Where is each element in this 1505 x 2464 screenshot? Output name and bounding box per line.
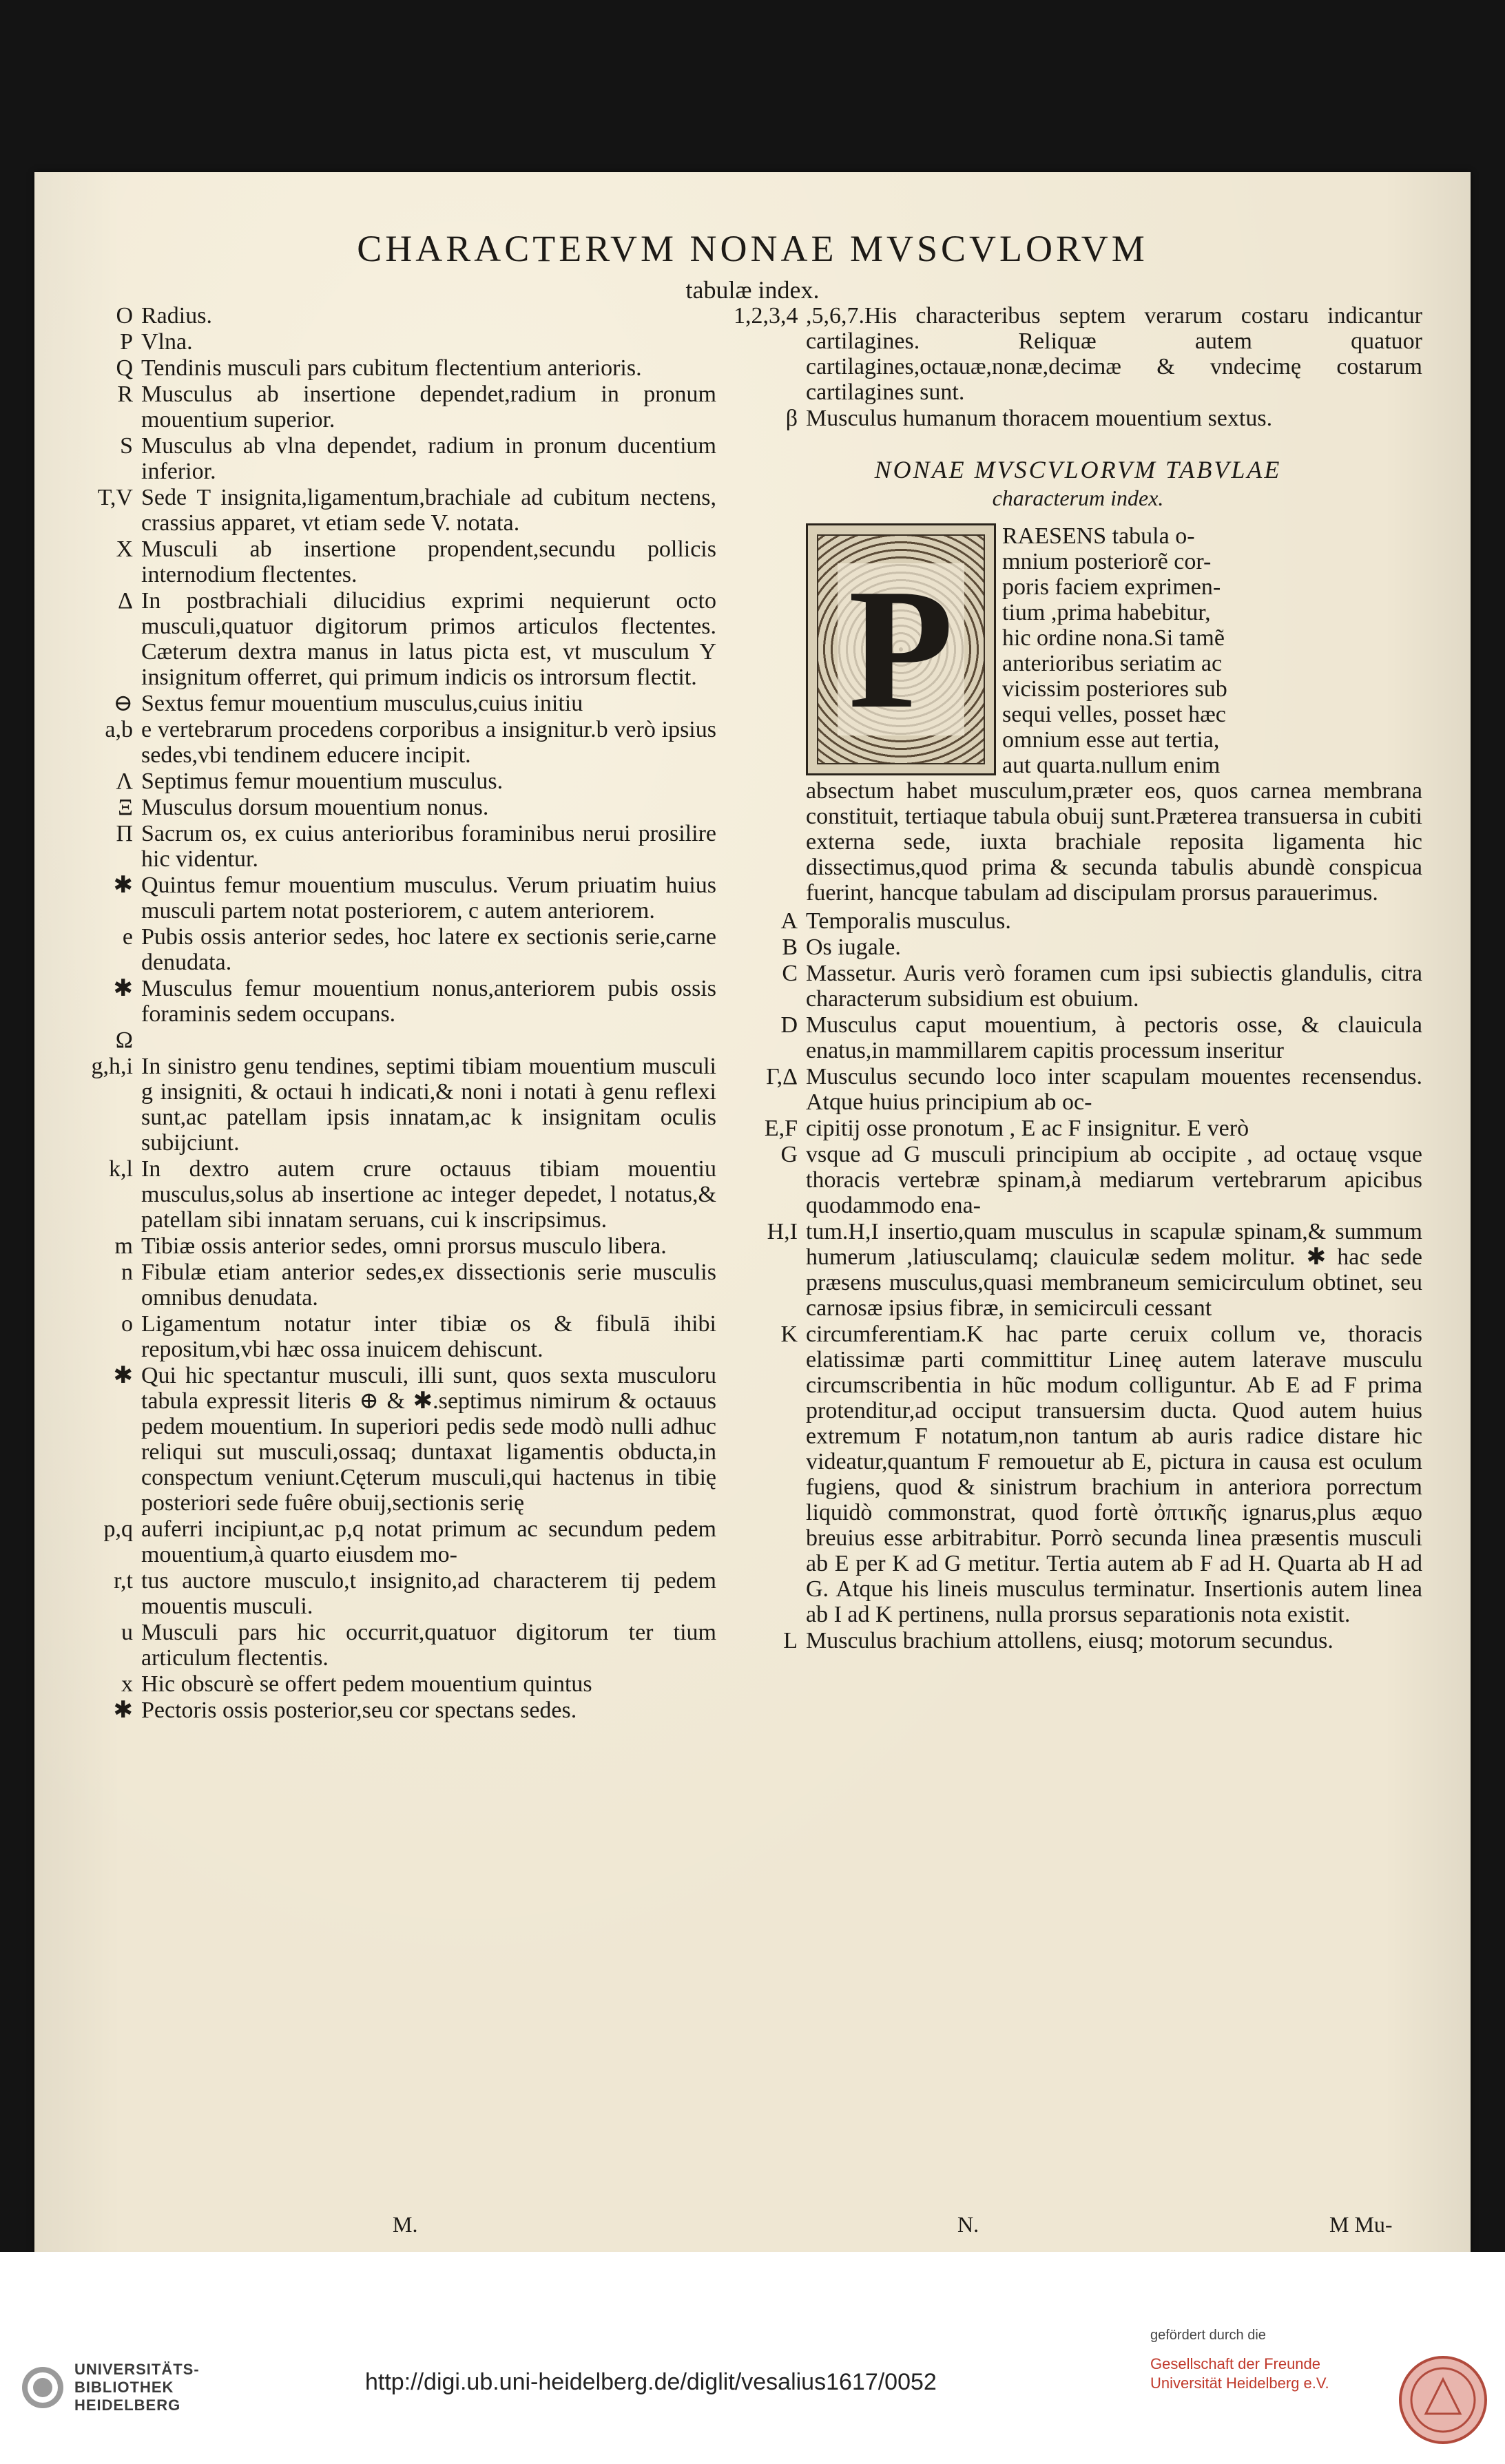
index-entry [76,1260,716,1311]
index-entry [76,1516,716,1567]
entry-text: Septimus femur mouentium musculus. [141,769,504,794]
entry-text: Tibiæ ossis anterior sedes, omni prorsus musculo libera. [141,1233,667,1259]
signature-mark-left: M. [393,2212,418,2237]
entry-text: circumferentiam.K hac parte ceruix collum ve, thoracis elatissimæ parti committitur Lineę autem laterave musculu circumscribentia in hũc modum colliguntur. Ab E ad F prima protenditur,ad occiput transuersim ducta. Quod autem huius extremum F notatum,non tantum ab auris radice distare hic videatur,quantum F remouetur ab E, pictura in causa est oculum fugiens, quod & sinistrum brachium in anteriora porrectum liquidò commonstrat, quod fortè ὀπτικῆς ignarus,plus æquo breuius esse arbitrabitur. Porrò secunda linea præsentis musculi ab E per K ad G metitur. Tertia autem ab F ad H. Quarta ab H ad G. Atque his lineis musculus terminatur. Insertionis autem linea ab I ad K pertinens, nulla prorsus separationis nota existit. [806,1322,1422,1627]
sponsor-name-line-2: Universität Heidelberg e.V. [1150,2374,1329,2392]
library-logo[interactable] [21,2361,200,2414]
signature-mark-center: N. [957,2212,979,2237]
entry-label: r,t [114,1568,133,1594]
entry-label: E,F [764,1116,798,1141]
section-title: NONAE MVSCVLORVM TABVLAE [874,456,1282,483]
entry-text: Musculi pars hic occurrit,quatuor digitorum ter tium articulum flectentis. [141,1620,716,1671]
index-entry [734,908,1422,934]
viewer-footer [0,2252,1505,2464]
index-entry [76,355,716,381]
entry-label: K [780,1322,798,1347]
index-entry [76,769,716,794]
index-entry [734,1116,1422,1141]
entry-label: Λ [116,769,133,794]
entry-label: C [782,961,798,986]
entry-text: In sinistro genu tendines, septimi tibiam mouentium musculi g insigniti, & octaui h indicati,& noni i notati à genu reflexi sunt,ac patellam ipsis innatam,ac k insignitam oculis subijciunt. [141,1054,716,1156]
entry-text: Sextus femur mouentium musculus,cuius initiu [141,691,583,716]
sponsor-block[interactable] [1150,2328,1329,2393]
entry-text: cipitij osse pronotum , E ac F insignitur. E verò [806,1116,1249,1141]
index-entry [76,382,716,432]
index-entry [76,303,716,328]
entry-text [141,1027,716,1053]
intro-line: aut quarta.nullum enim [1002,753,1221,778]
entry-text: e vertebrarum procedens corporibus a insignitur.b verò ipsius sedes,vbi tendinem educere incipit. [141,717,716,768]
entry-text: Musculi ab insertione propendent,secundu pollicis internodium flectentes. [141,536,716,587]
entry-label: p,q [103,1516,133,1542]
decorated-initial-image [806,523,996,775]
entry-text: Musculus ab insertione dependet,radium in pronum mouentium superior. [141,382,716,432]
entry-label: Π [116,821,133,846]
index-entry [734,1064,1422,1115]
intro-line: mnium posteriorẽ cor- [1002,549,1212,574]
index-entry [76,691,716,716]
index-entry [76,1233,716,1259]
entry-text: Musculus caput mouentium, à pectoris osse, & clauicula enatus,in mammillarem capitis processum inseritur [806,1012,1422,1063]
index-entry [76,536,716,587]
index-entry [734,1142,1422,1218]
entry-text: Radius. [141,303,212,328]
index-entry [76,873,716,923]
intro-line: tium ,prima habebitur, [1002,600,1211,625]
entry-label: X [116,536,133,562]
index-entry [76,588,716,690]
entry-label: H,I [767,1219,798,1244]
entry-label: Q [116,355,133,381]
index-entry [734,1012,1422,1063]
index-entry [76,1054,716,1156]
entry-text: In postbrachiali dilucidius exprimi nequierunt octo musculi,quatuor digitorum primos articulos flectentes. Cæterum dextra manus in latus picta est, vt musculum Y insignitum offerret, qui primum indicis os introrsum flectit. [141,588,716,690]
intro-paragraph-rest: absectum habet musculum,præter eos, quos carnea membrana constituit, tertiaque tabula obuij sunt.Præterea transuersa in cubiti externa sede, iuxta brachiale reposita ligamenta hic dissectimus,quod prima & secunda tabulis abundè conspicua fuerint, hancque tabulam ad discipulam prorsus parauerimus. [806,778,1422,906]
index-entry [76,1363,716,1516]
page-subtitle: tabulæ index. [685,276,820,304]
entry-label: P [120,329,133,355]
sponsor-name-line-1: Gesellschaft der Freunde [1150,2355,1321,2372]
index-entry [76,485,716,536]
entry-text: ,5,6,7.His characteribus septem verarum costaru indicantur cartilagines. Reliquæ autem quatuor cartilagines,octauæ,nonæ,decimæ & vndecimę costarum cartilagines sunt. [806,303,1422,405]
index-entry [76,1620,716,1671]
entry-text: Pectoris ossis posterior,seu cor spectans sedes. [141,1698,577,1723]
index-entry [734,935,1422,960]
entry-text: Fibulæ etiam anterior sedes,ex dissectionis serie musculis omnibus denudata. [141,1260,716,1311]
index-entry [76,717,716,768]
intro-line: hic ordine nona.Si tamẽ [1002,625,1225,651]
entry-text: Quintus femur mouentium musculus. Verum priuatim huius musculi partem notat posteriorem, c autem anteriorem. [141,873,716,923]
index-entry [76,821,716,872]
entry-text: Musculus humanum thoracem mouentium sextus. [806,406,1273,431]
index-entry [76,1027,716,1053]
book-page [34,172,1471,2252]
entry-label: o [121,1311,133,1337]
index-entry [76,1311,716,1362]
entry-label: Ω [115,1027,133,1053]
entry-text: Pubis ossis anterior sedes, hoc latere ex sectionis serie,carne denudata. [141,924,716,975]
entry-label: O [116,303,133,328]
entry-text: tus auctore musculo,t insignito,ad characterem tij pedem mouentis musculi. [141,1568,716,1619]
entry-label: A [780,908,798,934]
index-entry [76,924,716,975]
entry-text: Musculus ab vlna dependet, radium in pronum ducentium inferior. [141,433,716,484]
entry-label: k,l [109,1156,133,1182]
intro-line: RAESENS tabula o- [1002,523,1195,549]
left-column [76,303,716,1724]
page-title: CHARACTERVM NONAE MVSCVLORVM [357,228,1148,269]
index-entry [734,303,1422,405]
right-column-entries [734,908,1422,1653]
entry-label: e [122,924,133,950]
entry-text: Os iugale. [806,935,901,960]
entry-text: vsque ad G musculi principium ab occipite , ad octauę vsque thoracis vertebræ spinam,à mediarum vertebrarum apicibus quodammodo ena- [806,1142,1422,1218]
entry-label: Γ,Δ [766,1064,798,1089]
initial-letter: P [838,563,965,735]
entry-text: Sacrum os, ex cuius anterioribus foraminibus nerui prosilire hic videntur. [141,821,716,872]
entry-label: β [785,406,798,431]
right-column-top-entries [734,303,1422,431]
index-entry [76,1671,716,1697]
entry-label: R [117,382,133,407]
entry-label: ✱ [113,1698,133,1723]
intro-line: poris faciem exprimen- [1002,574,1221,600]
entry-text: auferri incipiunt,ac p,q notat primum ac secundum pedem mouentium,à quarto eiusdem mo- [141,1516,716,1567]
index-entry [734,1628,1422,1653]
entry-label: ✱ [113,1363,133,1388]
permalink-url[interactable]: http://digi.ub.uni-heidelberg.de/diglit/vesalius1617/0052 [365,2369,937,2395]
index-entry [734,406,1422,431]
index-entry [76,795,716,820]
entry-text: Massetur. Auris verò foramen cum ipsi subiectis glandulis, citra characterum subsidium est obuium. [806,961,1422,1012]
entry-label: T,V [97,485,133,510]
entry-text: Sede T insignita,ligamentum,brachiale ad cubitum nectens, crassius apparet, vt etiam sede V. notata. [141,485,716,536]
entry-label: Δ [118,588,133,614]
index-entry [76,433,716,484]
entry-label: a,b [105,717,133,742]
entry-text: Temporalis musculus. [806,908,1011,934]
index-entry [734,1219,1422,1321]
entry-text: Musculus secundo loco inter scapulam mouentes recensendus. Atque huius principium ab oc- [806,1064,1422,1115]
right-column [734,303,1422,1654]
entry-label: L [783,1628,798,1653]
entry-label: n [121,1260,133,1285]
entry-text: In dextro autem crure octauus tibiam mouentiu musculus,solus ab insertione ac integer depedet, l notatus,& patellam sibi innatam seruans, cui k inscripsimus. [141,1156,716,1233]
entry-label: 1,2,3,4 [734,303,798,328]
intro-line: vicissim posteriores sub [1002,676,1227,702]
entry-label: m [114,1233,133,1259]
entry-label: ✱ [113,873,133,898]
intro-line: sequi velles, posset hæc [1002,702,1226,727]
entry-label: S [120,433,133,459]
library-name: UNIVERSITÄTS- BIBLIOTHEK HEIDELBERG [74,2361,200,2414]
entry-label: ✱ [113,976,133,1001]
entry-text: Musculus brachium attollens, eiusq; motorum secundus. [806,1628,1333,1653]
entry-text: Qui hic spectantur musculi, illi sunt, quos sexta musculoru tabula expressit literis ⊕ & ✱.septimus nimirum & octauus pedem mouentium. In superiori pedis sede modò nulli adhuc reliqui sut musculi,ossaq; duntaxat ligamentis obducta,in conspectum veniunt.Cęterum musculi,qui hactenus in tibię posteriori sede fuêre obuij,sectionis serię [141,1363,716,1516]
entry-text: Hic obscurè se offert pedem mouentium quintus [141,1671,592,1697]
entry-label: B [782,935,798,960]
index-entry [76,1156,716,1233]
index-entry [734,1322,1422,1627]
university-seal-icon [1398,2348,1488,2452]
entry-label: Ξ [118,795,133,820]
entry-text: Tendinis musculi pars cubitum flectentium anterioris. [141,355,642,381]
entry-text: Vlna. [141,329,193,355]
entry-label: u [121,1620,133,1645]
index-entry [76,1698,716,1723]
index-entry [76,1568,716,1619]
library-emblem-icon [21,2366,65,2410]
entry-label: x [121,1671,133,1697]
entry-label: ⊖ [113,691,133,716]
intro-line: anterioribus seriatim ac [1002,651,1223,676]
entry-text: Musculus dorsum mouentium nonus. [141,795,489,820]
sponsor-intro: gefördert durch die [1150,2328,1266,2343]
catchword: M Mu- [1329,2212,1393,2237]
index-entry [76,976,716,1027]
index-entry [734,961,1422,1012]
entry-text: Ligamentum notatur inter tibiæ os & fibulā ihibi repositum,vbi hæc ossa inuicem dehiscunt. [141,1311,716,1362]
intro-line: omnium esse aut tertia, [1002,727,1220,753]
entry-text: Musculus femur mouentium nonus,anteriorem pubis ossis foraminis sedem occupans. [141,976,716,1027]
entry-label: G [780,1142,798,1167]
section-subtitle: characterum index. [992,486,1164,510]
entry-text: tum.H,I insertio,quam musculus in scapulæ spinam,& summum humerum ,latiusculamq; clauiculæ sedem molitur. ✱ hac sede præsens musculus,quasi membraneum semicirculum obtinet, seu carnosæ ipsius fibræ, in semicirculi cessant [806,1219,1422,1321]
entry-label: g,h,i [91,1054,133,1079]
entry-label: D [780,1012,798,1038]
index-entry [76,329,716,355]
